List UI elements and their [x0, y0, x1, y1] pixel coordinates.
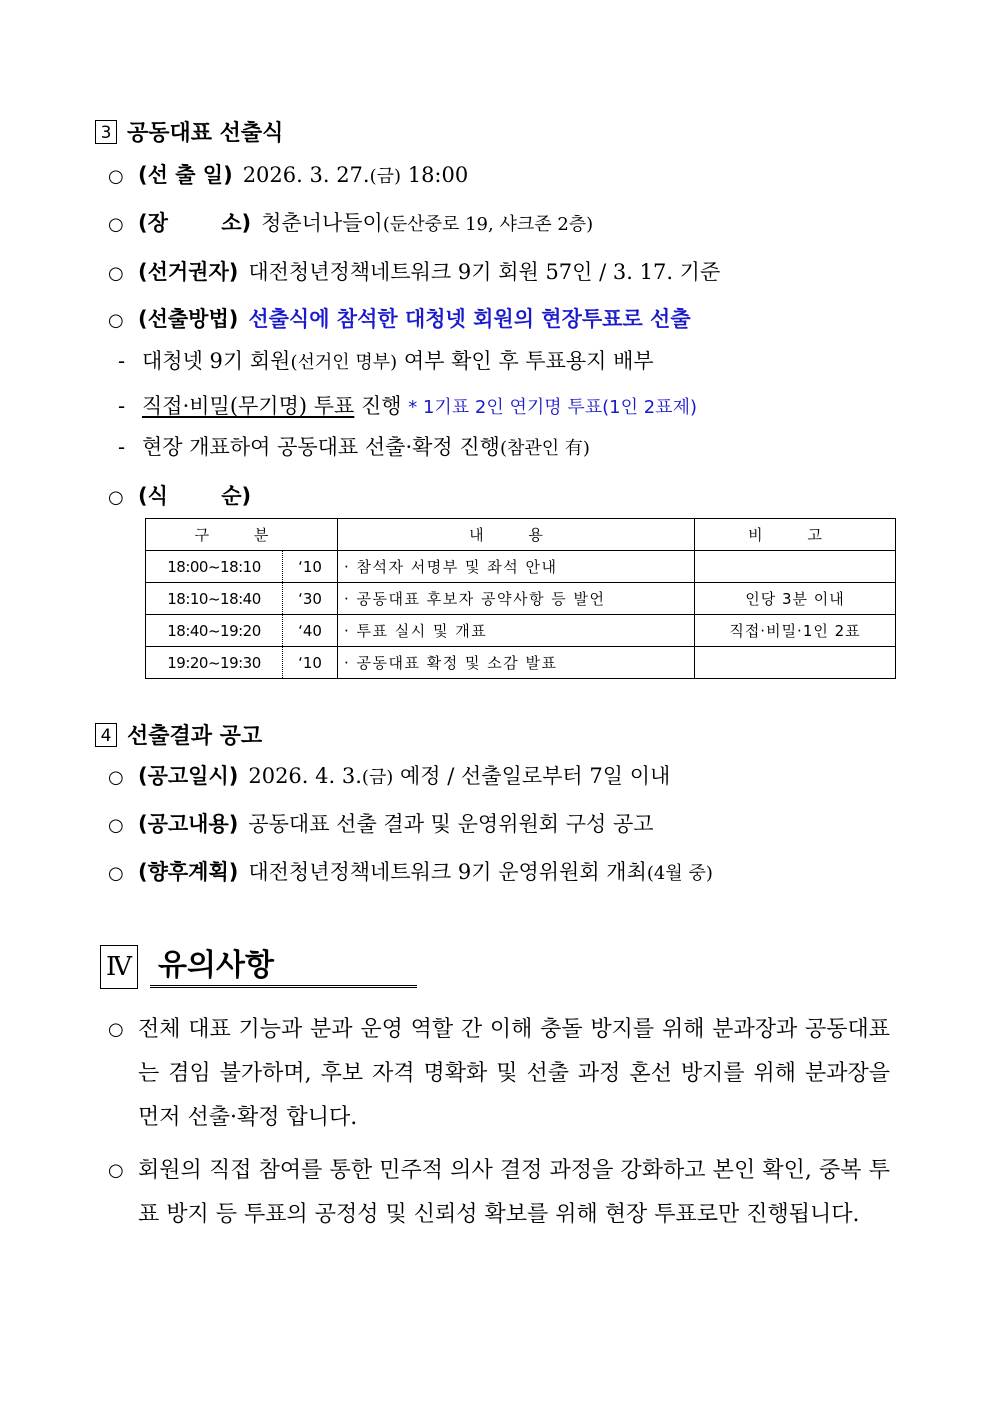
paragraph [108, 1008, 890, 1140]
list-item [108, 257, 720, 289]
section-title: 공동대표 선출식 [127, 121, 284, 146]
circle-bullet-icon: ○ [108, 863, 124, 884]
section-4-heading [95, 719, 262, 750]
circle-bullet-icon: ○ [108, 487, 124, 508]
table-row: 18:00~18:10 ‘10 · 참석자 서명부 및 좌석 안내 [146, 551, 896, 583]
column-header: 내 용 [338, 519, 695, 551]
list-item: ○ (향후계획) 대전청년정책네트워크 9기 운영위원회 개최(4월 중) [108, 857, 713, 889]
circle-bullet-icon: ○ [108, 815, 124, 836]
dash-item: - 대청넷 9기 회원(선거인 명부) 여부 확인 후 투표용지 배부 [118, 346, 654, 378]
dash-marker: - [118, 435, 126, 459]
item-value: 청춘너나들이 [261, 211, 383, 235]
item-label: (향후계획) [138, 860, 239, 884]
dash-marker: - [118, 349, 126, 373]
list-item: ○ (공고일시) 2026. 4. 3.(금) 예정 / 선출일로부터 7일 이내 [108, 761, 670, 793]
item-label: (식 순) [138, 484, 252, 508]
chapter-title: 유의사항 [150, 944, 417, 988]
section-number: 4 [95, 723, 117, 747]
roman-numeral-box: Ⅳ [100, 945, 138, 989]
item-value: 대전청년정책네트워크 9기 회원 57인 / 3. 17. 기준 [248, 260, 721, 284]
blue-note: * 1기표 2인 연기명 투표(1인 2표제) [408, 397, 697, 418]
circle-bullet-icon: ○ [108, 166, 124, 187]
list-item: ○ (공고내용) 공동대표 선출 결과 및 운영위원회 구성 공고 [108, 809, 654, 841]
paragraph [108, 1149, 890, 1237]
table-row: 19:20~19:30 ‘10 · 공동대표 확정 및 소감 발표 [146, 647, 896, 679]
table-row: 18:40~19:20 ‘40 · 투표 실시 및 개표 직접·비밀·1인 2표 [146, 615, 896, 647]
circle-bullet-icon: ○ [108, 310, 124, 331]
item-note: (금) [369, 166, 402, 187]
list-item [108, 481, 261, 513]
item-label: (공고내용) [138, 812, 239, 836]
column-header: 구 분 [146, 519, 338, 551]
table-header-row [146, 519, 896, 551]
schedule-table [145, 518, 896, 679]
paragraph-text: 회원의 직접 참여를 통한 민주적 의사 결정 과정을 강화하고 본인 확인, 중복 투표 방지 등 투표의 공정성 및 신뢰성 확보를 위해 현장 투표로만 진행됩니다. [138, 1158, 890, 1227]
item-value: 선출식에 참석한 대청넷 회원의 현장투표로 선출 [248, 307, 691, 331]
table-row: 18:10~18:40 ‘30 · 공동대표 후보자 공약사항 등 발언 인당 3분 이내 [146, 583, 896, 615]
circle-bullet-icon: ○ [108, 1160, 124, 1181]
dash-item: - 현장 개표하여 공동대표 선출·확정 진행(참관인 有) [118, 432, 590, 464]
circle-bullet-icon: ○ [108, 263, 124, 284]
column-header: 비 고 [695, 519, 896, 551]
dash-item: - 직접·비밀(무기명) 투표 진행 * 1기표 2인 연기명 투표(1인 2표제) [118, 391, 697, 423]
section-number: 3 [95, 120, 117, 144]
item-label: (장 소) [138, 211, 252, 235]
section-3-heading [95, 116, 283, 147]
circle-bullet-icon: ○ [108, 767, 124, 788]
item-value: 2026. 3. 27. [242, 163, 370, 187]
item-label: (공고일시) [138, 764, 239, 788]
item-label: (선 출 일) [138, 163, 233, 187]
item-tail: 18:00 [401, 163, 469, 187]
list-item [108, 160, 468, 192]
circle-bullet-icon: ○ [108, 1019, 124, 1040]
item-label: (선출방법) [138, 307, 239, 331]
item-note: (둔산중로 19, 샤크존 2층) [382, 214, 594, 235]
paragraph-text: 전체 대표 기능과 분과 운영 역할 간 이해 충돌 방지를 위해 분과장과 공동대표는 겸임 불가하며, 후보 자격 명확화 및 선출 과정 혼선 방지를 위해 분과장을 먼저 선출·확정 합니다. [138, 1017, 890, 1130]
dash-marker: - [118, 394, 126, 418]
list-item [108, 208, 593, 240]
list-item [108, 304, 691, 336]
circle-bullet-icon: ○ [108, 214, 124, 235]
item-label: (선거권자) [138, 260, 239, 284]
section-title: 선출결과 공고 [127, 724, 263, 749]
